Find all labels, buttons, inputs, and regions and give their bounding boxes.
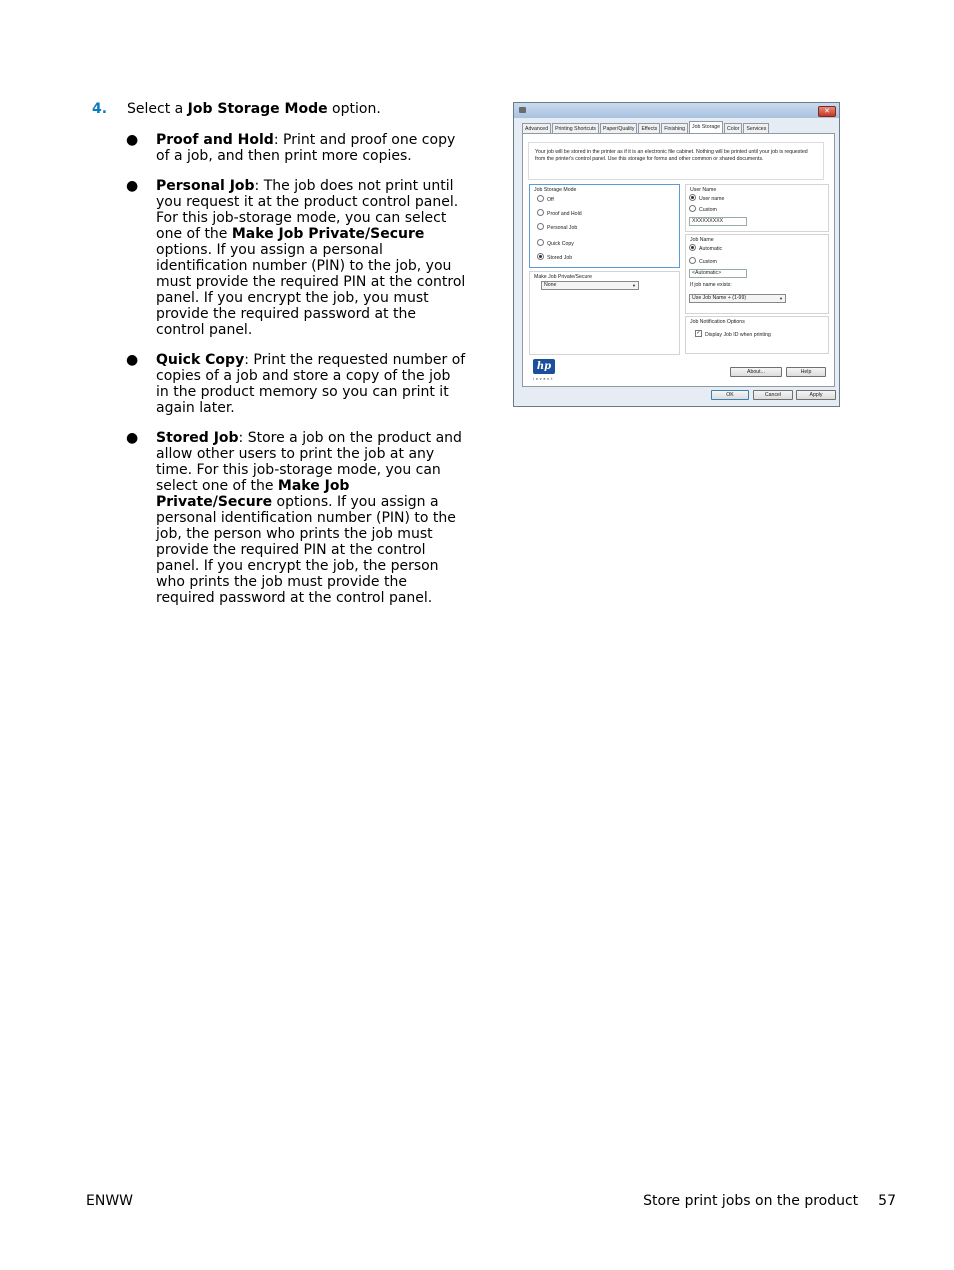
radio-circle-selected (689, 244, 696, 251)
page-number: 57 (878, 1193, 896, 1209)
bullet-dot: ● (126, 132, 139, 148)
job-name-exists-label: If job name exists: (690, 282, 732, 288)
step-number: 4. (92, 101, 108, 117)
cancel-button[interactable]: Cancel (753, 390, 793, 400)
radio-user-name[interactable]: User name (689, 195, 724, 202)
display-job-id-checkbox[interactable]: ✓ Display Job ID when printing (696, 330, 771, 338)
radio-quick-copy[interactable]: Quick Copy (537, 240, 574, 247)
job-storage-panel (522, 133, 835, 387)
step-text: Select a Job Storage Mode option. (127, 101, 381, 117)
bullet-dot: ● (126, 430, 139, 446)
bullet-quick-copy: ● Quick Copy: Print the requested number of copies of a job and store a copy of the job in the product memory so you can print it again later. (126, 352, 466, 416)
tab-services[interactable]: Services (743, 123, 769, 133)
radio-circle (537, 209, 544, 216)
bullet-proof-and-hold: ● Proof and Hold: Print and proof one copy of a job, and then print more copies. (126, 132, 456, 164)
dialog-titlebar (514, 103, 839, 118)
radio-off[interactable]: Off (537, 196, 554, 203)
tab-printing-shortcuts[interactable]: Printing Shortcuts (552, 123, 599, 133)
bullet-dot: ● (126, 352, 139, 368)
radio-user-custom[interactable]: Custom (689, 206, 717, 213)
hp-logo: hp (533, 359, 555, 374)
tab-paper-quality[interactable]: Paper/Quality (600, 123, 637, 133)
tab-finishing[interactable]: Finishing (661, 123, 688, 133)
job-notification-group (685, 316, 829, 354)
bullet-list (126, 132, 466, 620)
footer-right (643, 1193, 896, 1209)
bullet-personal-job: ● Personal Job: The job does not print until you request it at the product control panel. For this job-storage mode, you can select one of the Make Job Private/Secure options. If you assign a personal identification number (PIN) to the job, you must provide the required PIN at the control panel. If you encrypt the job, you must provide the required password at the control panel. (126, 178, 466, 338)
radio-circle-selected (537, 253, 544, 260)
radio-circle (537, 195, 544, 202)
group-label: Make Job Private/Secure (534, 274, 592, 280)
job-name-group (685, 234, 829, 314)
job-name-input[interactable]: <Automatic> (689, 269, 747, 278)
hp-invent-text: invent (533, 377, 555, 381)
make-private-group (529, 271, 680, 355)
group-label: Job Storage Mode (534, 187, 577, 193)
job-storage-mode-group (529, 184, 680, 268)
apply-button[interactable]: Apply (796, 390, 836, 400)
close-button[interactable]: ✕ (818, 106, 836, 117)
make-private-select[interactable]: None ▼ (541, 281, 639, 290)
radio-circle (689, 205, 696, 212)
radio-personal-job[interactable]: Personal Job (537, 224, 577, 231)
job-storage-dialog-screenshot (513, 102, 840, 407)
radio-circle (537, 223, 544, 230)
group-label: Job Notification Options (690, 319, 745, 325)
radio-circle-selected (689, 194, 696, 201)
user-name-group (685, 184, 829, 232)
bullet-stored-job: ● Stored Job: Store a job on the product and allow other users to print the job at any time. For this job-storage mode, you can select one of the Make Job Private/Secure options. If you assign a personal identification number (PIN) to the job, the person who prints the job must provide the required PIN at the control panel. If you encrypt the job, the person who prints the job must provide the required password at the control panel. (126, 430, 462, 606)
radio-job-custom[interactable]: Custom (689, 258, 717, 265)
radio-circle (689, 257, 696, 264)
chevron-down-icon: ▼ (632, 283, 636, 288)
group-label: User Name (690, 187, 717, 193)
group-label: Job Name (690, 237, 714, 243)
printer-icon (519, 107, 526, 113)
ok-button[interactable]: OK (711, 390, 749, 400)
tab-job-storage[interactable]: Job Storage (689, 121, 723, 133)
tab-color[interactable]: Color (724, 123, 742, 133)
radio-stored-job[interactable]: Stored Job (537, 254, 572, 261)
help-button[interactable]: Help (786, 367, 826, 377)
checkmark-icon: ✓ (696, 330, 701, 336)
user-name-input[interactable]: XXXXXXXXX (689, 217, 747, 226)
about-button[interactable]: About... (730, 367, 782, 377)
tab-advanced[interactable]: Advanced (522, 123, 551, 133)
radio-circle (537, 239, 544, 246)
tab-effects[interactable]: Effects (638, 123, 660, 133)
footer-left: ENWW (86, 1193, 134, 1209)
footer-section-title: Store print jobs on the product (643, 1193, 859, 1209)
radio-proof-and-hold[interactable]: Proof and Hold (537, 210, 582, 217)
storage-description: Your job will be stored in the printer as if it is an electronic file cabinet. Nothing will be printed until your job is requested from the printer's control panel. Use this storage for forms and other common or shared documents. (528, 142, 824, 180)
radio-job-automatic[interactable]: Automatic (689, 245, 722, 252)
job-name-exists-select[interactable]: Use Job Name + (1-99) ▼ (689, 294, 786, 303)
tab-strip (522, 123, 770, 133)
bullet-dot: ● (126, 178, 139, 194)
chevron-down-icon: ▼ (779, 296, 783, 301)
